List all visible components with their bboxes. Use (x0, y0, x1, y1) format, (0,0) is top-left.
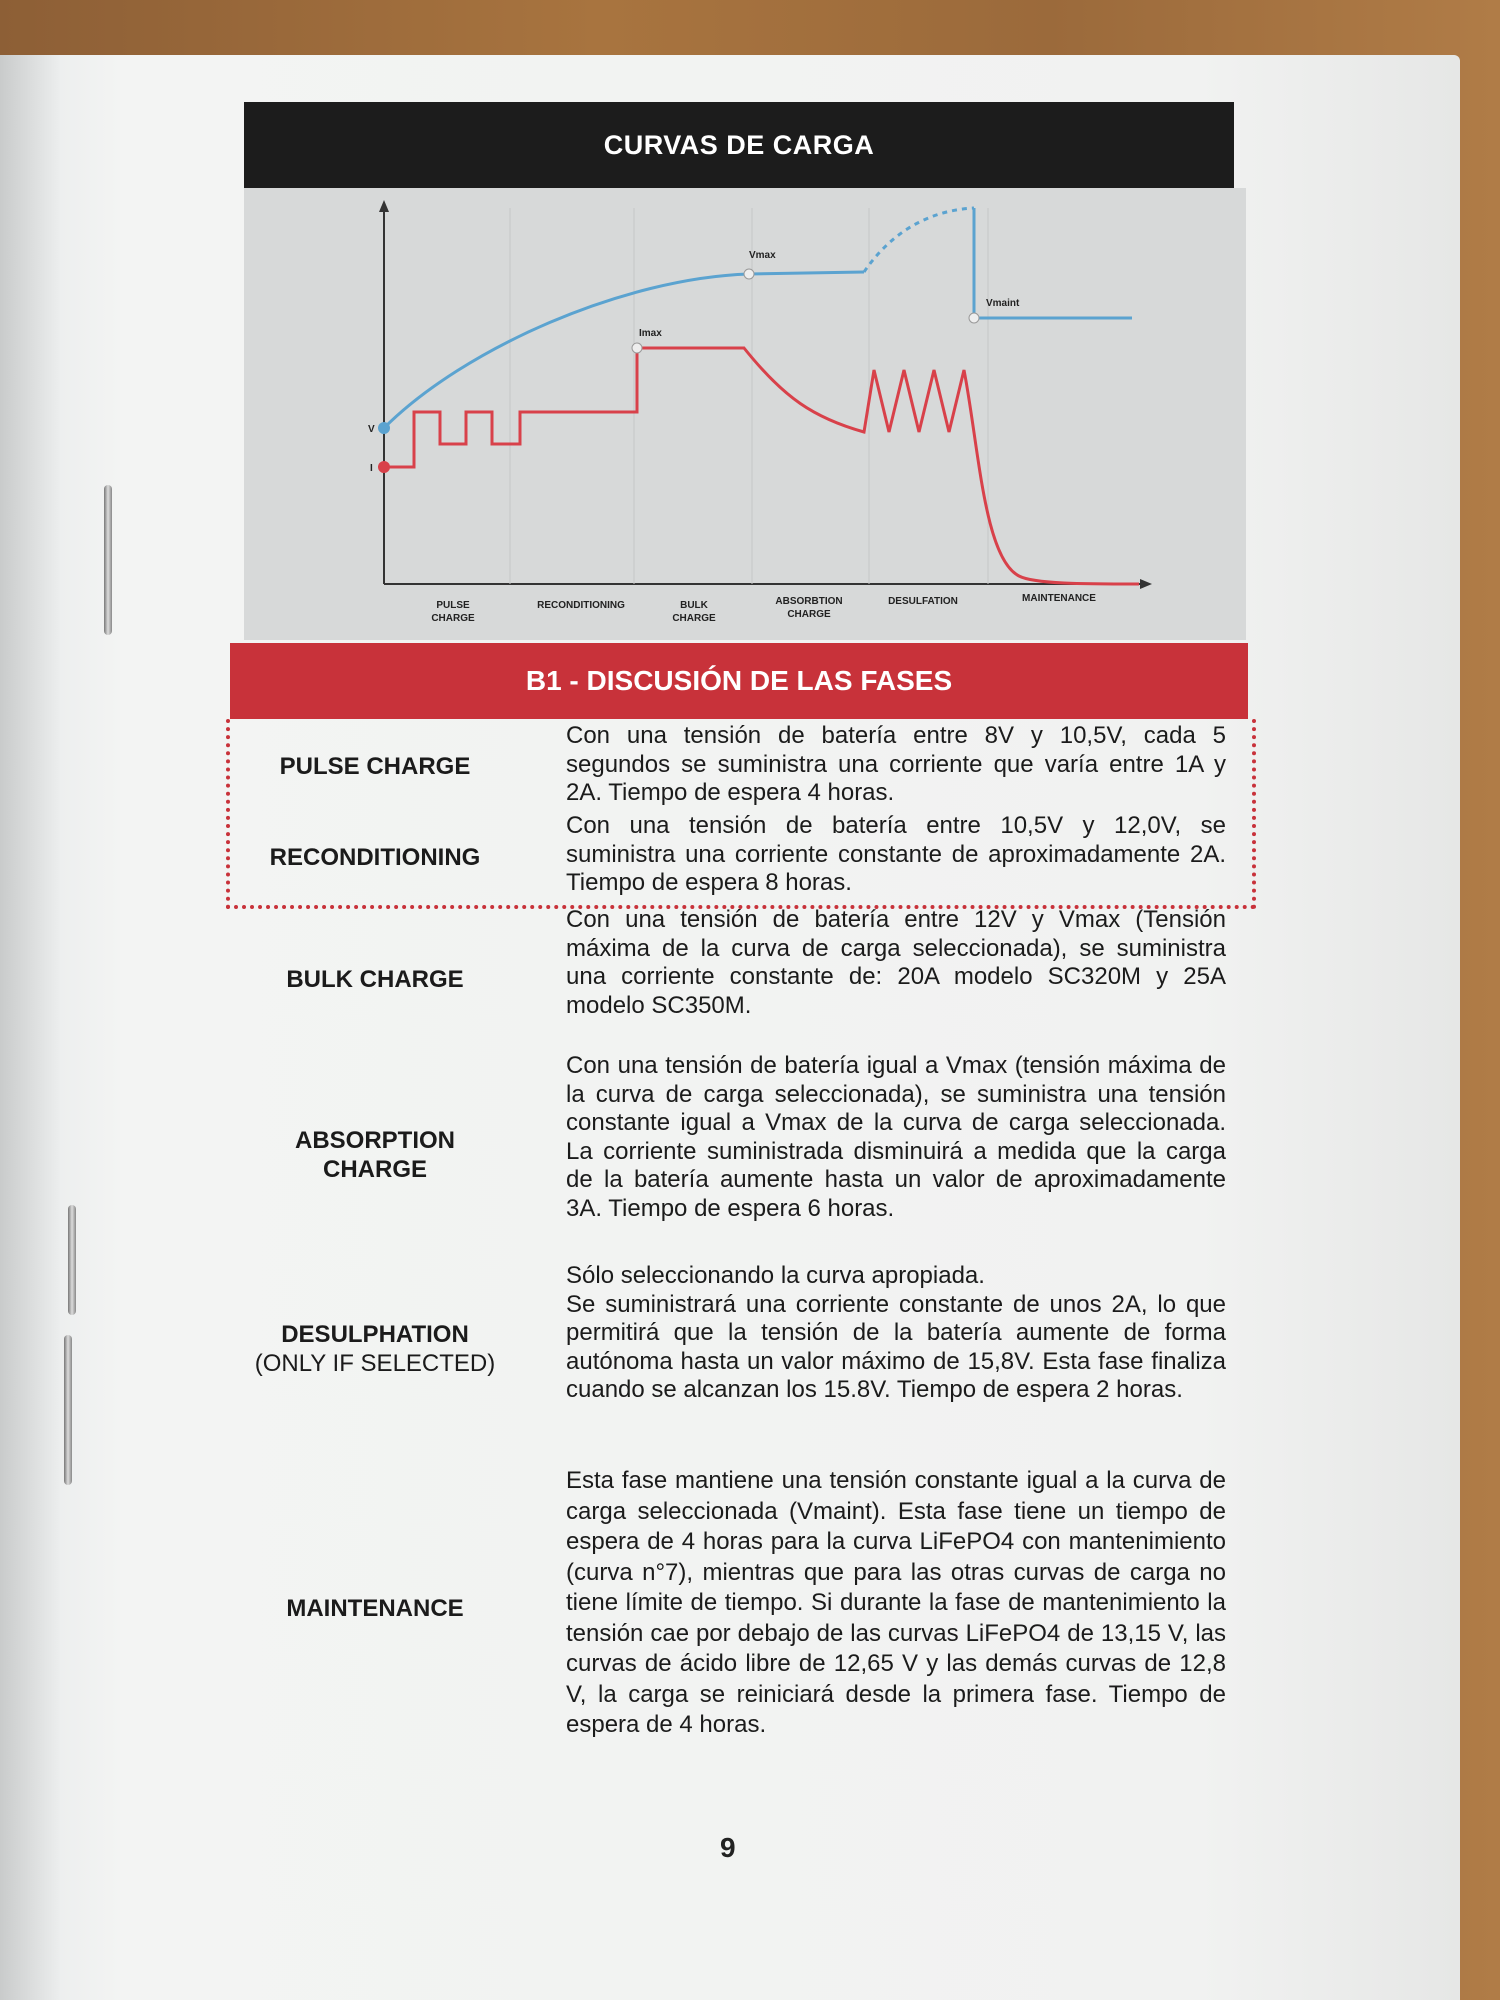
phase-label: MAINTENANCE (1022, 593, 1096, 604)
current-curve (384, 348, 1139, 584)
page-number: 9 (720, 1832, 736, 1863)
chart-title: CURVAS DE CARGA (244, 102, 1234, 188)
vmaint-marker (969, 313, 979, 323)
v-start-marker (378, 422, 390, 434)
phase-label: DESULFATION (888, 596, 958, 607)
phase-name-absorption-2: CHARGE (322, 1156, 427, 1183)
phase-name-absorption (230, 1126, 520, 1184)
vmaint-label: Vmaint (986, 298, 1020, 309)
phase-label: RECONDITIONING (537, 600, 625, 611)
vmax-marker (744, 269, 754, 279)
spine-shadow (0, 55, 60, 2000)
phase-label: BULK (680, 600, 708, 611)
phase-name-maintenance: MAINTENANCE (286, 1595, 464, 1622)
phase-name-pulse: PULSE CHARGE (279, 753, 471, 780)
phase-desc-desulphation-line1: Sólo seleccionando la curva apropiada. (566, 1262, 985, 1289)
phase-label: PULSE (436, 600, 470, 611)
phase-desc-bulk: Con una tensión de batería entre 12V y Vmax (Tensión máxima de la curva de carga seleccionada), se suministra una corriente constante de: 20A modelo SC320M y 25A modelo SC350M. (566, 906, 1226, 1019)
vmax-label: Vmax (749, 250, 776, 261)
staple-3 (64, 1335, 72, 1485)
x-axis-arrow (1140, 579, 1152, 589)
phase-label: CHARGE (431, 613, 475, 624)
imax-label: Imax (639, 328, 662, 339)
imax-marker (632, 343, 642, 353)
i-start-marker (378, 461, 390, 473)
phase-desc-pulse: Con una tensión de batería entre 8V y 10,5V, cada 5 segundos se suministra una corriente que varía entre 1A y 2A. Tiempo de espera 4 horas. (566, 722, 1226, 806)
phase-name-reconditioning: RECONDITIONING (269, 844, 481, 871)
phase-name-bulk: BULK CHARGE (286, 966, 464, 993)
phase-desc-absorption: Con una tensión de batería igual a Vmax (tensión máxima de la curva de carga seleccionada), se suministra una tensión constante igual a Vmax de la curva de carga seleccionada. La corriente suministrada disminuirá a medida que la carga de la batería aumente hasta un valor de aproximadamente 3A. Tiempo de espera 6 horas. (566, 1052, 1226, 1222)
chart-svg (244, 188, 1246, 640)
phase-desc-desulphation (566, 1262, 1226, 1405)
phase-label: CHARGE (672, 613, 716, 624)
voltage-curve (384, 272, 864, 428)
phase-name-desulphation (230, 1320, 520, 1378)
y-label-voltage: V (368, 424, 375, 435)
charge-curve-chart (244, 188, 1246, 640)
phase-name-desulphation-main: DESULPHATION (281, 1321, 469, 1348)
phase-label: ABSORBTION (775, 596, 843, 607)
phase-desc-reconditioning: Con una tensión de batería entre 10,5V y 12,0V, se suministra una corriente constante de aproximadamente 2A. Tiempo de espera 8 horas. (566, 812, 1226, 896)
y-axis-arrow (379, 200, 389, 212)
voltage-curve-desulf (864, 208, 974, 272)
phase-name-absorption-1: ABSORPTION (294, 1127, 455, 1154)
phase-name-desulphation-sub: (ONLY IF SELECTED) (254, 1350, 496, 1377)
phase-desc-maintenance: Esta fase mantiene una tensión constante igual a la curva de carga seleccionada (Vmaint). Esta fase tiene un tiempo de espera de 4 horas para la curva LiFePO4 con mantenimiento (curva n°7), mientras que para las otras curvas de carga no tiene límite de tiempo. Si durante la fase de mantenimiento la tensión cae por debajo de las curvas LiFePO4 de 13,15 V, las curvas de ácido libre de 12,65 V y las demás curvas de 12,8 V, la carga se reiniciará desde la primera fase. Tiempo de espera de 4 horas. (566, 1467, 1226, 1738)
staple-1 (104, 485, 112, 635)
y-label-current: I (370, 463, 373, 474)
staple-2 (68, 1205, 76, 1315)
phase-label: CHARGE (787, 609, 831, 620)
section-header: B1 - DISCUSIÓN DE LAS FASES (230, 643, 1248, 719)
phase-desc-desulphation-body: Se suministrará una corriente constante de unos 2A, lo que permitirá que la tensión de la batería aumente de forma autónoma hasta un valor máximo de 15,8V. Esta fase finaliza cuando se alcanzan los 15.8V. Tiempo de espera 2 horas. (566, 1290, 1226, 1403)
